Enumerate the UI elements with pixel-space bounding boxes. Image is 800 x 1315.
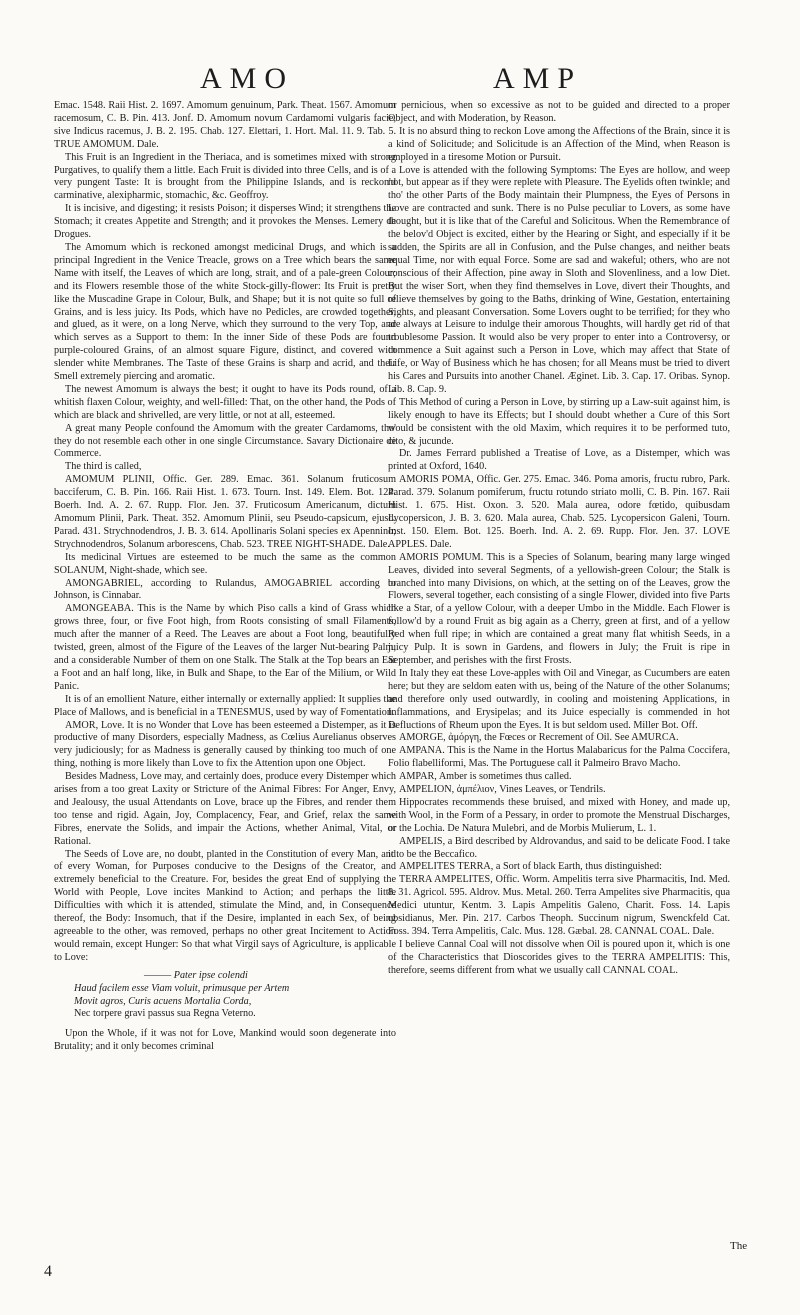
- verse-opening: ——— Pater ipse colendi: [144, 969, 248, 981]
- paragraph: TERRA AMPELITES, Offic. Worm. Ampelitis terra sive Pharmacitis, Ind. Med. 8. 31. Agricol. 595. Aldrov. Mus. Metal. 260. Terra Ampelites sive Pharmacitis, qua Medici utuntur, Kentm. 3. Lapis Ampelitis Galeno, Charit. Foss. 14. Lapis obsidianus, Mer. Pin. 217. Carbos Theoph. Succinum nigrum, Swenckfeld Cat. Foss. 394. Terra Ampelitis, Calc. Mus. 128. Gæbal. 28. CANNAL COAL. Dale.: [388, 874, 730, 937]
- paragraph: or pernicious, when so excessive as not to be guided and directed to a proper Object, and with Moderation, by Reason.: [388, 100, 730, 124]
- entry-ampelion: AMPELION, ἀμπέλιον, Vines Leaves, or Tendrils.: [399, 784, 606, 796]
- entry-ampar: AMPAR, Amber is sometimes thus called.: [399, 771, 572, 783]
- page-number: 4: [44, 1263, 52, 1280]
- paragraph: A great many People confound the Amomum with the greater Cardamoms, tho' they do not resemble each other in one single Circumstance. Savary Dictionaire de Commerce.: [54, 422, 396, 460]
- paragraph: This Fruit is an Ingredient in the Theriaca, and is sometimes mixed with strong Purgatives, to qualify them a little. Each Fruit is divided into three Cells, and is of a very pungent Taste: It is brought from the Philippine Islands, and is reckon'd carminative, alexipharmic, stomachic, &c. Geoffroy.: [54, 151, 396, 202]
- paragraph: This Method of curing a Person in Love, by stirring up a Law-suit against him, is likely enough to have its Effects; but I should doubt whether a Cure of this Sort would be consistent with the old Maxim, which requires it to be performed tuto, cito, & jucunde.: [388, 396, 730, 447]
- paragraph: Emac. 1548. Raii Hist. 2. 1697. Amomum genuinum, Park. Theat. 1567. Amomum racemosum, C. B. Pin. 413. Jonf. D. Amomum novum Cardamomi vulgaris facie, sive Indicus racemus, J. B. 2. 195. Chab. 127. Elettari, 1. Hort. Mal. 11. 9. Tab. 5. TRUE AMOMUM. Dale.: [54, 100, 396, 150]
- paragraph: Dr. James Ferrard published a Treatise of Love, as a Distemper, which was printed at Oxford, 1640.: [388, 448, 730, 473]
- catchword: The: [730, 1240, 748, 1252]
- paragraph: The Amomum which is reckoned amongst medicinal Drugs, and which is a principal Ingredient in the Venice Treacle, grows on a Tree which bears the same Name with itself, the Leaves of which are long, strait, and of a pale-green Colour; and its Flowers resemble those of the white Stock-gilly-flower: Its Fruit is pretty like the Muscadine Grape in Colour, Bulk, and Shape; but it is not quite so full of Grains, and is less juicy. Its Pods, which have no Pedicles, are crowded together, and glued, as it were, on a long Nerve, which they surround to the very Top, and which serves as a Support to them: In the inner Side of these Pods are found purple-coloured Grains, of an almost square Figure, distinct, and covered with slender white Membranes. The Taste of these Grains is sharp and acrid, and their Smell extremely piercing and aromatic.: [54, 241, 396, 383]
- header-right-word: AMP: [493, 62, 583, 95]
- entry-amoris-poma: AMORIS POMA, Offic. Ger. 275. Emac. 346. Poma amoris, fructu rubro, Park. Parad. 379. Solanum pomiferum, fructu rotundo striato molli, C. B. Pin. 167. Raii Hist. 1. 675. Hist. Oxon. 3. 520. Mala aurea, odore fœtido, quibusdam Lycopersicon, J. B. 3. 620. Mala aurea, Chab. 525. Lycopersicon Galeni, Tourn. Inst. 150. Elem. Bot. 125. Boerh. Ind. A. 2. 69. Rupp. Flor. Jen. 37. LOVE APPLES. Dale.: [388, 474, 730, 550]
- entry-amoris-pomum: AMORIS POMUM. This is a Species of Solanum, bearing many large winged Leaves, divided into several Segments, of a yellowish-green Colour; the Stalk is branched into many Divisions, on which, at the setting on of the Leaves, grow the Flowers, several together, each consisting of a single Flower, divided into five Parts like a Star, of a yellow Colour, with a deeper Umbo in the Middle. Each Flower is follow'd by a round Fruit as big again as a Cherry, green at first, and of a yellow Red when full ripe; in which are contained a great many flat whitish Seeds, in a juicy Pulp. It is sown in Gardens, and flowers in July; the Fruit is ripe in September, and perishes with the first Frosts.: [388, 551, 730, 666]
- paragraph: Hippocrates recommends these bruised, and mixed with Honey, and made up, with Wool, in the Form of a Pessary, in order to promote the Menstrual Discharges, or the Lochia. De Natura Mulebri, and de Morbis Mulierum, L. 1.: [388, 796, 730, 834]
- paragraph: It is no absurd thing to reckon Love among the Affections of the Brain, since it is a kind of Solicitude; and Solicitude is an Affection of the Mind, when Reason is employed in a tiresome Motion or Pursuit.: [388, 125, 730, 163]
- paragraph: Besides Madness, Love may, and certainly does, produce every Distemper which arises from a too great Laxity or Stricture of the Animal Fibres: For Anger, Envy, and Jealousy, the usual Attendants on Love, brace up the Fibres, and render them too tense and rigid. Again, Joy, Complacency, Fear, and Grief, relax the same Fibres, enervate the Solids, and impair the Actions, whether Animal, Vital, or Rational.: [54, 771, 396, 847]
- paragraph: In Italy they eat these Love-apples with Oil and Vinegar, as Cucumbers are eaten here; but they are seldom eaten with us, being of the Nature of the other Solanums; and therefore only used outwardly, in cooling and moistening Applications, in Inflammations, and Erysipelas; and its Juice especially is commended in hot Defluctions of Rheum upon the Eyes. It is but seldom used. Miller Bot. Off.: [388, 667, 730, 731]
- entry-amorge: AMORGE, ἀμόργη, the Fœces or Recrement of Oil. See AMURCA.: [399, 732, 679, 744]
- paragraph: The newest Amomum is always the best; it ought to have its Pods round, of a whitish flaxen Colour, weighty, and well-filled: That, on the other hand, the Pods of which are black and shrivelled, are very little, or not at all, esteemed.: [54, 383, 396, 421]
- entry-amor: AMOR, Love. It is no Wonder that Love has been esteemed a Distemper, as it is productive of many Disorders, especially Madness, as Cœlius Aurelianus observes very judiciously; for as Madness is generally caused by thinking too much of one thing, nothing is more likely than Love to fix the Attention upon one Object.: [54, 719, 396, 770]
- verse-quotation: [74, 970, 396, 1022]
- right-column: [388, 100, 730, 978]
- verse-line: Haud facilem esse Viam voluit, primusque per Artem: [74, 982, 290, 994]
- paragraph: I believe Cannal Coal will not dissolve when Oil is poured upon it, which is one of the Characteristics that Dioscorides gives to the TERRA AMPELITIS: This, therefore, seems different from what we usually call CANNAL COAL.: [388, 938, 730, 976]
- running-header: [0, 62, 800, 102]
- verse-line: Movit agros, Curis acuens Mortalia Corda,: [74, 995, 252, 1007]
- entry-ampana: AMPANA. This is the Name in the Hortus Malabaricus for the Palma Coccifera, Folio flabelliformi, Mas. The Portuguese call it Palmeiro Bravo Macho.: [388, 745, 730, 770]
- paragraph: It is incisive, and digesting; it resists Poison; it disperses Wind; it strengthens the Stomach; it creates Appetite and Strength; and it provokes the Menses. Lemery de Drogues.: [54, 203, 396, 241]
- paragraph: It is of an emollient Nature, either internally or externally applied: It supplies the Place of Mallows, and is beneficial in a TENESMUS, used by way of Fomentation.: [54, 693, 396, 718]
- paragraph: Love is attended with the following Symptoms: The Eyes are hollow, and weep not, but appear as if they were replete with Pleasure. The Eyelids often twinkle; and tho' the other Parts of the Body maintain their Plumpness, the Eyes of Persons in Love are contracted and sunk. There is no Pulse peculiar to Lovers, as some have thought, but it is like that of the Careful and Solicitous. When the Remembrance of the belov'd Object is excited, either by the Hearing or Sight, and especially if it be sudden, the Spirits are all in Confusion, and the Pulse changes, and neither beats equal Time, nor with equal Force. Some are sad and wakeful; others, who are not conscious of their Affection, pine away in Sloth and Slovenliness, and a low Diet. But the wiser Sort, when they find themselves in Love, divert their Thoughts, and relieve themselves by going to the Baths, drinking of Wine, Gestation, entertaining Sights, and pleasant Conversation. Some Lovers ought to be terrified; for they who are always at Leisure to indulge their amorous Thoughts, will hardly get rid of that troublesome Passion. It would also be very proper to enter into a Controversy, or commence a Suit against such a Person in Love, which may affect that State of Life, or Way of Business which he has chosen; for all Means must be tried to divert his Cares and Pursuits into another Chanel. Æginet. Lib. 3. Cap. 17. Oribas. Synop. Lib. 8. Cap. 9.: [388, 164, 730, 395]
- paragraph: Its medicinal Virtues are esteemed to be much the same as the common SOLANUM, Night-shade, which see.: [54, 551, 396, 576]
- entry-ampelites-terra: AMPELITES TERRA, a Sort of black Earth, thus distinguished:: [399, 861, 662, 873]
- entry-ampelis: AMPELIS, a Bird described by Aldrovandus, and said to be delicate Food. I take it to be the Beccafico.: [388, 835, 730, 860]
- verse-line: Nec torpere gravi passus sua Regna Veterno.: [74, 1008, 256, 1020]
- entry-amongeaba: AMONGEABA. This is the Name by which Piso calls a kind of Grass which grows three, four, or five Foot high, from Roots consisting of small Filaments, much after the manner of a Reed. The Leaves are about a Foot long, beautifully twisted, green, almost of the Figure of the Leaves of the larger Nut-bearing Palm, and a considerable Number of them on one Stalk. The Stalk at the Top bears an Ear a Foot and an half long, like, in Bulk and Shape, to the Ear of the Milium, or Wild Panic.: [54, 603, 396, 692]
- paragraph: The third is called,: [65, 461, 142, 473]
- paragraph: Upon the Whole, if it was not for Love, Mankind would soon degenerate into Brutality; and it only becomes criminal: [54, 1028, 396, 1053]
- entry-amongabriel: AMONGABRIEL, according to Rulandus, AMOGABRIEL according to Johnson, is Cinnabar.: [54, 577, 396, 602]
- paragraph: AMOMUM PLINII, Offic. Ger. 289. Emac. 361. Solanum fruticosum bacciferum, C. B. Pin. 166. Raii Hist. 1. 673. Tourn. Inst. 149. Elem. Bot. 124. Boerh. Ind. A. 2. 67. Rupp. Flor. Jen. 37. Fruticosum Americanum, dictum Amomum Plinii, Park. Theat. 352. Amomum Plinii, seu Pseudo-capsicum, ejusd. Parad. 431. Strychnodendros, J. B. 3. 614. Apollinaris Solani species ex Apennino; Strychnodendros, Solanum arborescens, Chab. 523. TREE NIGHT-SHADE. Dale.: [54, 474, 396, 550]
- left-column: [54, 100, 396, 1054]
- paragraph: The Seeds of Love are, no doubt, planted in the Constitution of every Man, and of every Woman, for Purposes conducive to the Designs of the Creator, and extremely beneficial to the Creature. For, besides the great End of supplying the World with People, Love incites Mankind to Action; and perhaps the little Difficulties with which it is attended, stimulate the Mind, and, in Consequence thereof, the Body: Insomuch, that if the Desire, implanted in each Sex, of being agreeable to the other, was removed, perhaps no other great Incitement to Action would remain, except Hunger: So that what Virgil says of Agriculture, is applicable to Love:: [54, 848, 396, 963]
- header-left-word: AMO: [200, 62, 295, 95]
